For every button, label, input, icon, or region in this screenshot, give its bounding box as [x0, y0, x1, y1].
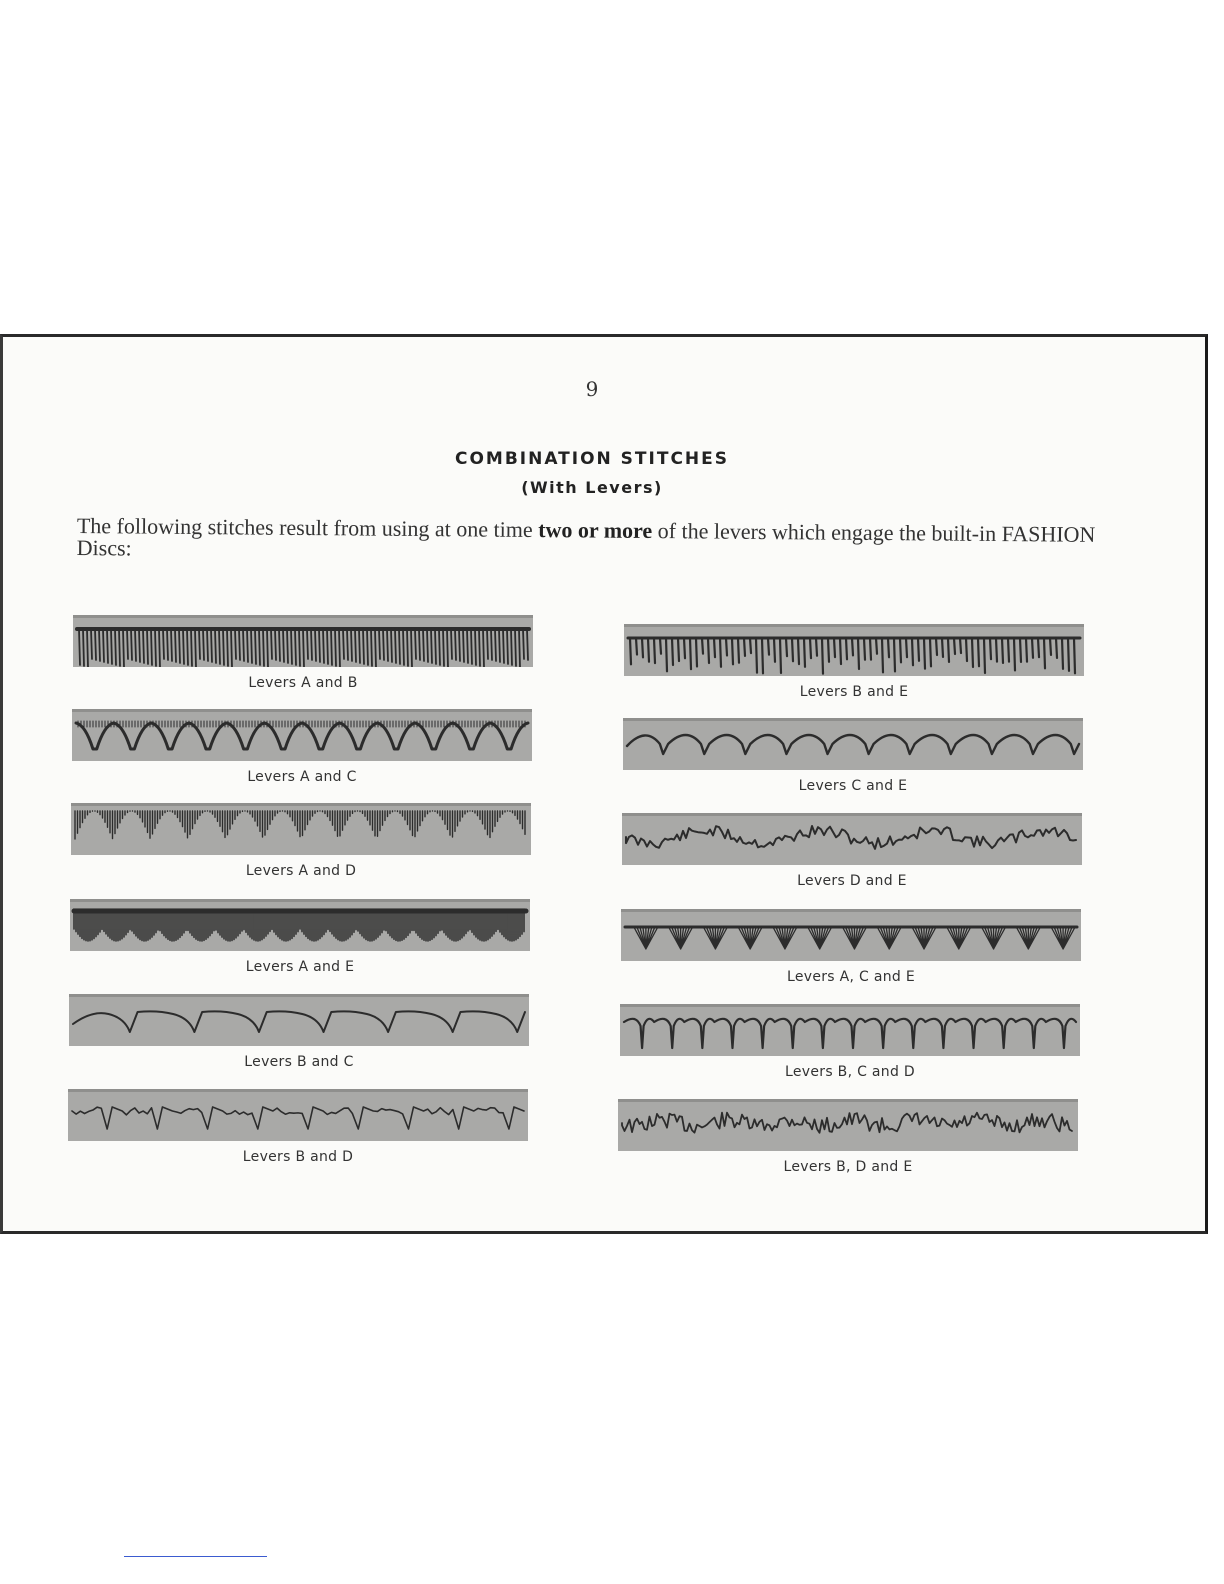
stitch-sample-b-e: [624, 624, 1084, 700]
stitch-image-b-d: [68, 1089, 528, 1141]
stitch-image-a-b: [73, 615, 533, 667]
stitch-image-a-c-e: [621, 909, 1081, 961]
stitch-image-a-d: [71, 803, 531, 855]
page-heading: COMBINATION STITCHES: [454, 449, 730, 469]
stitch-sample-a-c-e: [621, 909, 1081, 985]
bottom-rule: [124, 1556, 267, 1557]
stitch-label-b-e: Levers B and E: [799, 684, 909, 700]
stitch-image-a-e: [70, 899, 530, 951]
stitch-label-a-c: Levers A and C: [247, 769, 357, 785]
stitch-label-b-c: Levers B and C: [244, 1054, 354, 1070]
stitch-sample-c-e: [623, 718, 1083, 794]
stitch-image-b-e: [624, 624, 1084, 676]
intro-text-end: of the levers which engage the built-in FASHION Discs:: [76, 518, 1096, 561]
page-subheading: (With Levers): [521, 478, 663, 497]
stitch-image-b-d-e: [618, 1099, 1078, 1151]
stitch-label-a-d: Levers A and D: [245, 863, 357, 879]
stitch-label-b-c-d: Levers B, C and D: [785, 1064, 915, 1080]
stitch-sample-b-d: [68, 1089, 528, 1165]
intro-paragraph: [77, 515, 1107, 568]
intro-emphasis: two or more: [538, 517, 653, 544]
stitch-label-b-d-e: Levers B, D and E: [783, 1159, 913, 1175]
stitch-sample-b-d-e: [618, 1099, 1078, 1175]
stitch-sample-b-c-d: [620, 1004, 1080, 1080]
intro-text-start: The following stitches result from using at one time: [76, 513, 539, 543]
stitch-label-a-c-e: Levers A, C and E: [786, 969, 915, 985]
stitch-sample-b-c: [69, 994, 529, 1070]
stitch-image-d-e: [622, 813, 1082, 865]
stitch-label-a-e: Levers A and E: [245, 959, 355, 975]
stitch-sample-a-d: [71, 803, 531, 879]
stitch-image-a-c: [72, 709, 532, 761]
page-number: 9: [585, 377, 599, 401]
stitch-label-c-e: Levers C and E: [798, 778, 908, 794]
stitch-sample-a-e: [70, 899, 530, 975]
stitch-image-b-c-d: [620, 1004, 1080, 1056]
stitch-label-b-d: Levers B and D: [242, 1149, 354, 1165]
stitch-sample-a-c: [72, 709, 532, 785]
stitch-image-b-c: [69, 994, 529, 1046]
stitch-label-d-e: Levers D and E: [797, 873, 907, 889]
stitch-image-c-e: [623, 718, 1083, 770]
stitch-label-a-b: Levers A and B: [248, 675, 358, 691]
scanned-page: [0, 334, 1208, 1234]
stitch-sample-d-e: [622, 813, 1082, 889]
stitch-sample-a-b: [73, 615, 533, 691]
